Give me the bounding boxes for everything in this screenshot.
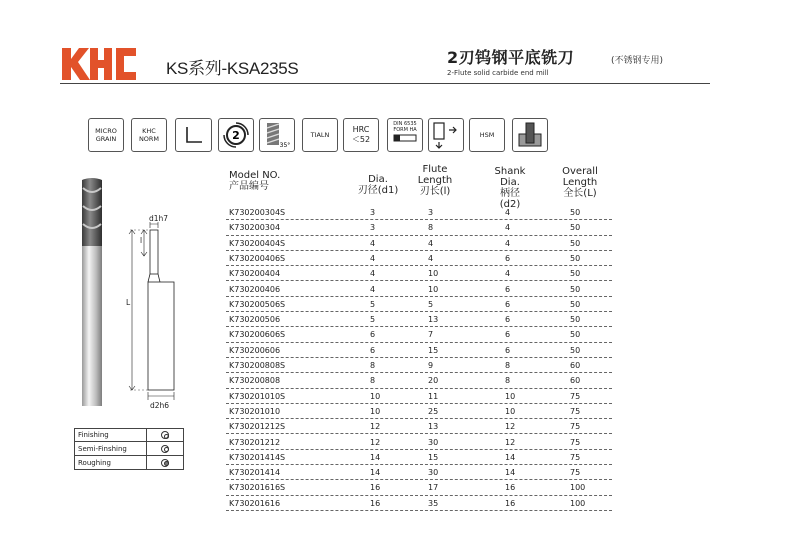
table-cell: 16 — [505, 483, 516, 493]
table-cell: 6 — [505, 284, 511, 294]
table-row — [226, 205, 612, 220]
hrc-badge: HRC ＜52 — [343, 118, 379, 152]
ring-icon — [161, 445, 169, 453]
table-row — [226, 251, 612, 266]
table-cell: 50 — [570, 330, 581, 340]
table-cell: 3 — [428, 208, 434, 217]
table-cell: 14 — [505, 452, 516, 462]
table-cell: K730201010 — [229, 406, 281, 416]
product-subtitle-cn: (不锈钢专用) — [611, 56, 664, 66]
table-cell: K730201010S — [229, 391, 286, 401]
table-cell: 50 — [570, 208, 581, 217]
table-cell: K730200304 — [229, 223, 281, 233]
table-cell: K730200808 — [229, 376, 281, 386]
legend-row-finishing: Finishing — [74, 428, 184, 442]
table-cell: 50 — [570, 223, 581, 233]
table-cell: 4 — [505, 223, 511, 233]
table-cell: 16 — [505, 498, 516, 508]
product-title-en: 2-Flute solid carbide end mill — [447, 69, 549, 77]
table-cell: 4 — [428, 253, 434, 263]
table-cell: 8 — [370, 361, 376, 370]
table-cell: 3 — [370, 223, 376, 233]
table-row — [226, 465, 612, 480]
header-overall-length: Overall Length 全长(L) — [562, 166, 598, 199]
table-cell: 12 — [370, 422, 381, 432]
table-cell: 100 — [570, 498, 586, 508]
table-cell: 12 — [370, 437, 381, 447]
table-cell: 6 — [370, 330, 376, 340]
legend-row-semi-finishing: Semi-Finshing — [74, 442, 184, 456]
table-cell: 20 — [428, 376, 439, 386]
slotting-icon — [512, 118, 548, 152]
table-row — [226, 312, 612, 327]
table-cell: 8 — [428, 223, 434, 233]
table-cell: 50 — [570, 269, 581, 279]
table-cell: 14 — [370, 452, 381, 462]
table-cell: 6 — [505, 345, 511, 355]
table-cell: 75 — [570, 452, 581, 462]
table-cell: 50 — [570, 284, 581, 294]
table-cell: 4 — [505, 238, 511, 248]
table-cell: 10 — [370, 406, 381, 416]
table-cell: 16 — [370, 498, 381, 508]
table-cell: K730201212 — [229, 437, 281, 447]
tool-dimension-drawing — [122, 212, 184, 412]
table-cell: 75 — [570, 437, 581, 447]
table-cell: 75 — [570, 468, 581, 478]
svg-text:35°: 35° — [279, 142, 291, 149]
L-label: L — [126, 298, 131, 307]
table-cell: 4 — [505, 208, 511, 217]
header-model: Model NO. 产品编号 — [229, 170, 281, 192]
table-row — [226, 343, 612, 358]
table-cell: 30 — [428, 437, 439, 447]
table-row — [226, 327, 612, 342]
table-cell: 10 — [370, 391, 381, 401]
legend-row-roughing: Roughing — [74, 456, 184, 470]
table-cell: 75 — [570, 391, 581, 401]
table-cell: 4 — [370, 284, 376, 294]
table-cell: K730201616S — [229, 483, 286, 493]
table-cell: 5 — [428, 299, 434, 309]
table-cell: 8 — [505, 376, 511, 386]
table-cell: K730200606S — [229, 330, 286, 340]
table-cell: K730200404 — [229, 269, 281, 279]
product-title-cn: 2刃钨钢平底铣刀 — [447, 48, 575, 67]
table-cell: 8 — [370, 376, 376, 386]
square-corner-icon — [175, 118, 212, 152]
table-cell: K730200808S — [229, 361, 286, 370]
table-cell: 7 — [428, 330, 434, 340]
table-cell: 50 — [570, 299, 581, 309]
table-cell: 6 — [505, 253, 511, 263]
table-cell: 4 — [370, 238, 376, 248]
ring-icon — [161, 431, 169, 439]
hsm-badge: HSM — [469, 118, 505, 152]
khc-logo — [60, 44, 140, 84]
table-cell: 50 — [570, 253, 581, 263]
table-cell: 15 — [428, 345, 439, 355]
table-row — [226, 419, 612, 434]
table-row — [226, 480, 612, 495]
table-cell: 6 — [505, 299, 511, 309]
header-dia: Dia. 刃径(d1) — [357, 174, 399, 196]
table-row — [226, 450, 612, 465]
table-cell: 4 — [505, 269, 511, 279]
table-cell: 4 — [428, 238, 434, 248]
table-row — [226, 435, 612, 450]
table-cell: 4 — [370, 253, 376, 263]
table-row — [226, 266, 612, 281]
table-row — [226, 358, 612, 373]
table-cell: 14 — [370, 468, 381, 478]
table-cell: 16 — [370, 483, 381, 493]
micro-grain-badge: MICRO GRAIN — [88, 118, 124, 152]
tialn-coating-badge: TIALN — [302, 118, 338, 152]
table-cell: 100 — [570, 483, 586, 493]
table-cell: 14 — [505, 468, 516, 478]
header-flute-length: Flute Length 刃长(l) — [417, 164, 453, 197]
table-cell: 6 — [505, 315, 511, 325]
table-cell: 35 — [428, 498, 439, 508]
table-cell: 10 — [505, 406, 516, 416]
table-row — [226, 282, 612, 297]
table-cell: 4 — [370, 269, 376, 279]
table-row — [226, 496, 612, 511]
table-cell: 5 — [370, 299, 376, 309]
table-row — [226, 297, 612, 312]
header-shank-dia: Shank Dia. 柄径(d2) — [494, 166, 526, 210]
end-mill-photo — [78, 176, 106, 410]
table-cell: 6 — [370, 345, 376, 355]
table-cell: 12 — [505, 437, 516, 447]
table-cell: 12 — [505, 422, 516, 432]
table-cell: 13 — [428, 315, 439, 325]
table-cell: 5 — [370, 315, 376, 325]
two-flute-icon — [218, 118, 254, 152]
table-cell: 25 — [428, 406, 439, 416]
table-cell: 10 — [505, 391, 516, 401]
helix-angle-icon — [259, 118, 295, 152]
table-cell: 17 — [428, 483, 439, 493]
table-cell: 6 — [505, 330, 511, 340]
din-6535-badge: DIN 6535 FORM HA — [387, 118, 423, 152]
table-row — [226, 404, 612, 419]
table-cell: 50 — [570, 238, 581, 248]
table-cell: 3 — [370, 208, 376, 217]
table-cell: 60 — [570, 361, 581, 370]
table-cell: K730201414S — [229, 452, 286, 462]
table-cell: 50 — [570, 345, 581, 355]
table-cell: 8 — [505, 361, 511, 370]
table-cell: 75 — [570, 422, 581, 432]
table-cell: K730200506 — [229, 315, 281, 325]
table-cell: 50 — [570, 315, 581, 325]
table-cell: K730200406S — [229, 253, 286, 263]
table-cell: 10 — [428, 269, 439, 279]
d1-label: d1h7 — [149, 214, 169, 223]
machining-legend — [74, 428, 184, 470]
table-cell: K730200404S — [229, 238, 286, 248]
table-cell: K730201414 — [229, 468, 281, 478]
machining-direction-icon — [428, 118, 464, 152]
table-cell: K730200304S — [229, 208, 286, 217]
l-label: l — [140, 236, 143, 245]
table-row — [226, 236, 612, 251]
table-cell: K730200406 — [229, 284, 281, 294]
table-cell: K730200606 — [229, 345, 281, 355]
d2-label: d2h6 — [150, 401, 170, 410]
table-cell: 60 — [570, 376, 581, 386]
table-row — [226, 389, 612, 404]
table-cell: K730201616 — [229, 498, 281, 508]
table-cell: 11 — [428, 391, 439, 401]
table-cell: 15 — [428, 452, 439, 462]
header-divider — [60, 83, 710, 84]
table-cell: 13 — [428, 422, 439, 432]
table-cell: 9 — [428, 361, 434, 370]
khc-norm-badge: KHC NORM — [131, 118, 167, 152]
table-row — [226, 220, 612, 235]
table-row — [226, 373, 612, 388]
series-label: KS系列-KSA235S — [166, 59, 299, 78]
table-cell: 10 — [428, 284, 439, 294]
filled-ring-icon — [161, 459, 169, 467]
table-cell: K730201212S — [229, 422, 286, 432]
table-cell: 30 — [428, 468, 439, 478]
table-cell: 75 — [570, 406, 581, 416]
svg-text:2: 2 — [232, 129, 240, 142]
table-cell: K730200506S — [229, 299, 286, 309]
